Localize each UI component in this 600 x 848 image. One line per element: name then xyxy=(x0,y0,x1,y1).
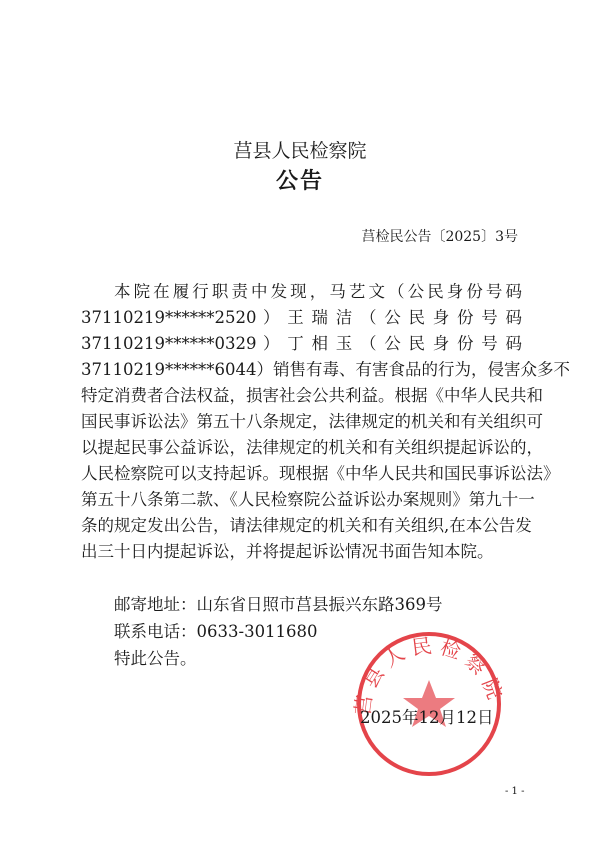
body-line: 特定消费者合法权益，损害社会公共利益。根据《中华人民共和 xyxy=(81,386,543,405)
document-issuer: 莒县人民检察院 xyxy=(233,140,367,162)
issue-date: 2025年12月12日 xyxy=(360,708,494,727)
body-line: 以提起民事公益诉讼，法律规定的机关和有关组织提起诉讼的， xyxy=(81,438,543,457)
body-line: 国民事诉讼法》第五十八条规定，法律规定的机关和有关组织可 xyxy=(81,412,543,431)
body-line: 人民检察院可以支持起诉。现根据《中华人民共和国民事诉讼法》 xyxy=(81,464,560,483)
mailing-address: 邮寄地址：山东省日照市莒县振兴东路369号 xyxy=(114,595,443,614)
body-line: 条的规定发出公告，请法律规定的机关和有关组织,在本公告发 xyxy=(81,516,532,535)
body-line: 37110219******0329 ） 丁 相 玉 （ 公 民 身 份 号 码 xyxy=(81,334,522,353)
seal-text: 莒 县 人 民 检 察 院 xyxy=(350,633,508,717)
page-number: - 1 - xyxy=(505,786,525,797)
body-line: 出三十日内提起诉讼，并将提起诉讼情况书面告知本院。 xyxy=(81,542,494,561)
document-title: 公告 xyxy=(275,168,324,194)
contact-phone: 联系电话：0633-3011680 xyxy=(114,622,318,641)
document-body xyxy=(81,279,570,565)
body-line: 第五十八条第二款、《人民检察院公益诉讼办案规则》第九十一 xyxy=(81,490,535,509)
closing-statement: 特此公告。 xyxy=(114,649,197,668)
body-line: 37110219******6044）销售有毒、有害食品的行为，侵害众多不 xyxy=(81,360,570,379)
document-number: 莒检民公告〔2025〕3号 xyxy=(361,229,518,245)
official-seal-stamp xyxy=(343,628,515,778)
body-line: 37110219******2520 ） 王 瑞 洁 （ 公 民 身 份 号 码 xyxy=(81,308,522,327)
body-line: 本院在履行职责中发现，马艺文（公民身份号码 xyxy=(114,282,522,301)
